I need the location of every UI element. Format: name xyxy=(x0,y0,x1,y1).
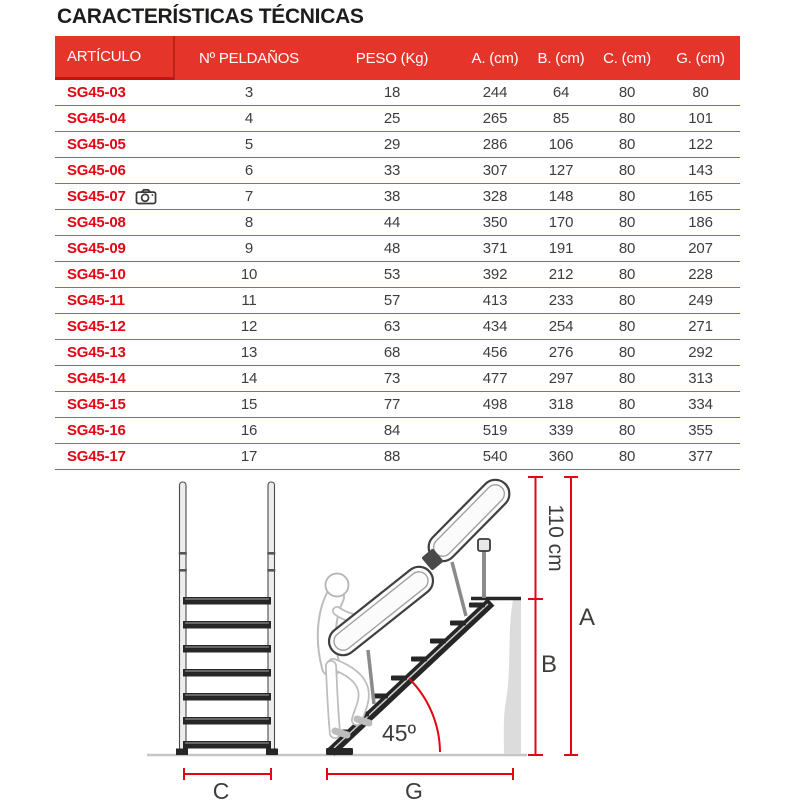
article-code: SG45-03 xyxy=(67,84,126,101)
cell-b: 318 xyxy=(548,396,574,413)
cell-g: 165 xyxy=(688,188,713,205)
cell-g: 207 xyxy=(688,240,713,257)
cell-a: 456 xyxy=(482,344,508,361)
cell-c: 80 xyxy=(618,84,636,101)
column-header-articulo: ARTÍCULO xyxy=(55,36,175,80)
cell-peso: 53 xyxy=(383,266,401,283)
cell-g: 292 xyxy=(688,344,713,361)
cell-peso: 44 xyxy=(383,214,401,231)
cell-peso: 25 xyxy=(383,110,401,127)
article-code: SG45-09 xyxy=(67,240,126,257)
column-header-b: B. (cm) xyxy=(537,49,585,67)
column-header-c: C. (cm) xyxy=(603,49,651,67)
cell-g: 122 xyxy=(688,136,713,153)
cell-b: 254 xyxy=(548,318,574,335)
platform-wall xyxy=(471,599,521,755)
cell-b: 191 xyxy=(548,240,574,257)
cell-a: 434 xyxy=(482,318,508,335)
cell-b: 127 xyxy=(548,162,574,179)
cell-g: 271 xyxy=(688,318,713,335)
left-rail xyxy=(180,482,187,754)
article-code: SG45-07 xyxy=(67,188,126,205)
person-head xyxy=(326,574,349,597)
cell-c: 80 xyxy=(618,396,636,413)
dim-b-label: B xyxy=(541,651,558,678)
article-code: SG45-10 xyxy=(67,266,126,283)
cell-peldanos: 12 xyxy=(240,318,258,335)
cell-peso: 57 xyxy=(383,292,401,309)
cell-b: 339 xyxy=(548,422,574,439)
cell-a: 519 xyxy=(482,422,508,439)
cell-g: 143 xyxy=(688,162,713,179)
dim-a-label: A xyxy=(579,604,596,631)
cell-a: 307 xyxy=(482,162,508,179)
article-code: SG45-12 xyxy=(67,318,126,335)
cell-a: 286 xyxy=(482,136,508,153)
article-code: SG45-08 xyxy=(67,214,126,231)
cell-peso: 33 xyxy=(383,162,401,179)
cell-peso: 77 xyxy=(383,396,401,413)
cell-a: 265 xyxy=(482,110,508,127)
cell-g: 355 xyxy=(688,422,713,439)
cell-peldanos: 17 xyxy=(240,448,258,465)
cell-a: 392 xyxy=(482,266,508,283)
cell-peldanos: 7 xyxy=(244,188,254,205)
cell-g: 101 xyxy=(688,110,713,127)
cell-peldanos: 13 xyxy=(240,344,258,361)
cell-c: 80 xyxy=(618,110,636,127)
cell-b: 85 xyxy=(552,110,570,127)
cell-a: 540 xyxy=(482,448,508,465)
cell-g: 186 xyxy=(688,214,713,231)
cell-peldanos: 9 xyxy=(244,240,254,257)
column-header-peldanos: Nº PELDAÑOS xyxy=(199,49,299,67)
cell-b: 64 xyxy=(552,84,570,101)
cell-peldanos: 4 xyxy=(244,110,254,127)
dim-c-label: C xyxy=(212,778,230,800)
article-code: SG45-17 xyxy=(67,448,126,465)
article-code: SG45-13 xyxy=(67,344,126,361)
article-code: SG45-04 xyxy=(67,110,126,127)
cell-peldanos: 15 xyxy=(240,396,258,413)
cell-c: 80 xyxy=(618,448,636,465)
cell-peso: 48 xyxy=(383,240,401,257)
cell-b: 170 xyxy=(548,214,574,231)
dim-g-label: G xyxy=(405,778,423,800)
cell-b: 148 xyxy=(548,188,574,205)
cell-peldanos: 10 xyxy=(240,266,258,283)
right-rail xyxy=(268,482,275,754)
cell-peldanos: 3 xyxy=(244,84,254,101)
article-code: SG45-16 xyxy=(67,422,126,439)
cell-peso: 18 xyxy=(383,84,401,101)
side-view-stair xyxy=(323,474,515,755)
column-header-g: G. (cm) xyxy=(676,49,725,67)
cell-peso: 73 xyxy=(383,370,401,387)
cell-peldanos: 16 xyxy=(240,422,258,439)
article-code: SG45-06 xyxy=(67,162,126,179)
cell-peso: 84 xyxy=(383,422,401,439)
cell-b: 360 xyxy=(548,448,574,465)
article-code: SG45-14 xyxy=(67,370,126,387)
cell-c: 80 xyxy=(618,370,636,387)
cell-g: 313 xyxy=(688,370,713,387)
cell-peso: 29 xyxy=(383,136,401,153)
cell-peso: 63 xyxy=(383,318,401,335)
cell-g: 249 xyxy=(688,292,713,309)
cell-c: 80 xyxy=(618,188,636,205)
cell-g: 334 xyxy=(688,396,713,413)
cell-g: 377 xyxy=(688,448,713,465)
cell-c: 80 xyxy=(618,344,636,361)
cell-c: 80 xyxy=(618,266,636,283)
cell-b: 106 xyxy=(548,136,574,153)
cell-a: 498 xyxy=(482,396,508,413)
base-plate xyxy=(326,748,353,755)
article-code: SG45-15 xyxy=(67,396,126,413)
cell-a: 477 xyxy=(482,370,508,387)
cell-b: 276 xyxy=(548,344,574,361)
cell-peldanos: 6 xyxy=(244,162,254,179)
cell-g: 80 xyxy=(692,84,709,101)
cell-peso: 68 xyxy=(383,344,401,361)
cell-peldanos: 5 xyxy=(244,136,254,153)
cell-c: 80 xyxy=(618,162,636,179)
front-view-ladder xyxy=(176,482,278,755)
column-header-peso: PESO (Kg) xyxy=(355,49,429,67)
height-110-label: 110 cm xyxy=(544,504,567,572)
cell-b: 233 xyxy=(548,292,574,309)
cell-peldanos: 14 xyxy=(240,370,258,387)
angle-label: 45º xyxy=(382,720,416,746)
front-view-steps xyxy=(183,597,271,749)
cell-c: 80 xyxy=(618,136,636,153)
cell-a: 328 xyxy=(482,188,508,205)
article-code: SG45-05 xyxy=(67,136,126,153)
cell-peldanos: 11 xyxy=(241,292,257,309)
cell-a: 350 xyxy=(482,214,508,231)
cell-a: 371 xyxy=(482,240,508,257)
cell-g: 228 xyxy=(688,266,713,283)
cell-b: 297 xyxy=(548,370,574,387)
cell-a: 244 xyxy=(482,84,508,101)
cell-c: 80 xyxy=(618,292,636,309)
cell-c: 80 xyxy=(618,318,636,335)
cell-a: 413 xyxy=(482,292,508,309)
cell-c: 80 xyxy=(618,240,636,257)
cell-peldanos: 8 xyxy=(244,214,254,231)
page-title: CARACTERÍSTICAS TÉCNICAS xyxy=(57,5,364,28)
cell-b: 212 xyxy=(548,266,574,283)
cell-peso: 38 xyxy=(383,188,401,205)
cell-peso: 88 xyxy=(383,448,401,465)
cell-c: 80 xyxy=(618,422,636,439)
article-code: SG45-11 xyxy=(67,292,125,309)
column-header-a: A. (cm) xyxy=(471,49,519,67)
post-clamp xyxy=(478,539,490,551)
cell-c: 80 xyxy=(618,214,636,231)
